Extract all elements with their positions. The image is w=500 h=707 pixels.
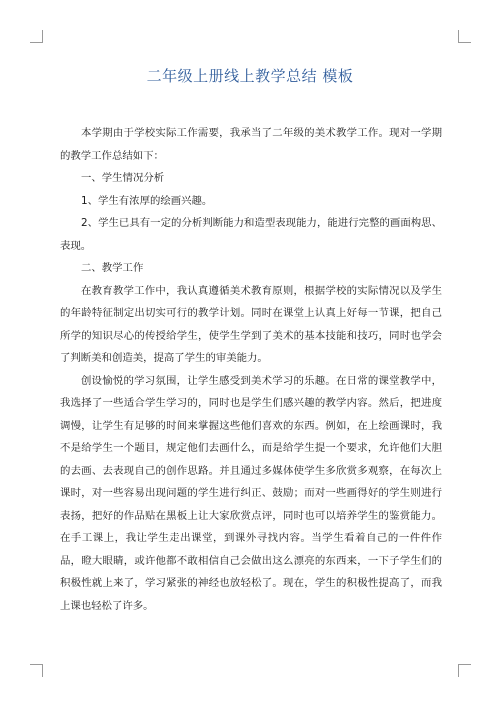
crop-mark-bottom-left bbox=[30, 664, 43, 677]
list-item-2: 2、学生已具有一定的分析判断能力和造型表现能力，能进行完整的画面构思、表现。 bbox=[60, 217, 442, 252]
section-heading-teaching-work: 二、教学工作 bbox=[81, 262, 144, 274]
teaching-work-paragraph: 在教育教学工作中，我认真遵循美术教育原则，根据学校的实际情况以及学生的年龄特征制定出切实可行的教学计划。同时在课堂上认真上好每一节课，把自己所学的知识尽心的传授给学生，使学生学到了美术的基本技能和技巧，同时也学会了判断美和创造美，提高了学生的审美能力。 bbox=[60, 284, 442, 364]
intro-paragraph: 本学期由于学校实际工作需要，我承当了二年级的美术教学工作。现对一学期的教学工作总结如下： bbox=[60, 127, 442, 162]
crop-mark-top-left bbox=[30, 30, 43, 43]
section-heading-student-analysis: 一、学生情况分析 bbox=[81, 172, 165, 184]
learning-atmosphere-paragraph: 创设愉悦的学习氛围，让学生感受到美术学习的乐趣。在日常的课堂教学中，我选择了一些适合学生学习的，同时也是学生们感兴趣的教学内容。然后，把进度调慢，让学生有足够的时间来掌握这些他们喜欢的东西。例如，在上绘画课时，我不是给学生一个题目，规定他们去画什么，而是给学生提一个要求，允许他们大胆的去画、去表现自己的创作思路。并且通过多媒体使学生多欣赏多观察，在每次上课时，对一些容易出现问题的学生进行纠正、鼓励；而对一些画得好的学生则进行表扬，把好的作品贴在黑板上让大家欣赏点评，同时也可以培养学生的鉴赏能力。在手工课上，我让学生走出课堂，到课外寻找内容。当学生看着自己的一件件作品，瞪大眼睛，或许他都不敢相信自己会做出这么漂亮的东西来，一下子学生们的积极性就上来了，学习紧张的神经也放轻松了。现在，学生的积极性提高了，而我上课也轻松了许多。 bbox=[60, 374, 442, 612]
crop-mark-bottom-right bbox=[458, 664, 471, 677]
crop-mark-top-right bbox=[458, 30, 471, 43]
document-title: 二年级上册线上教学总结 模板 bbox=[146, 67, 354, 85]
document-body bbox=[60, 122, 442, 617]
list-item-1: 1、学生有浓厚的绘画兴趣。 bbox=[81, 194, 213, 207]
